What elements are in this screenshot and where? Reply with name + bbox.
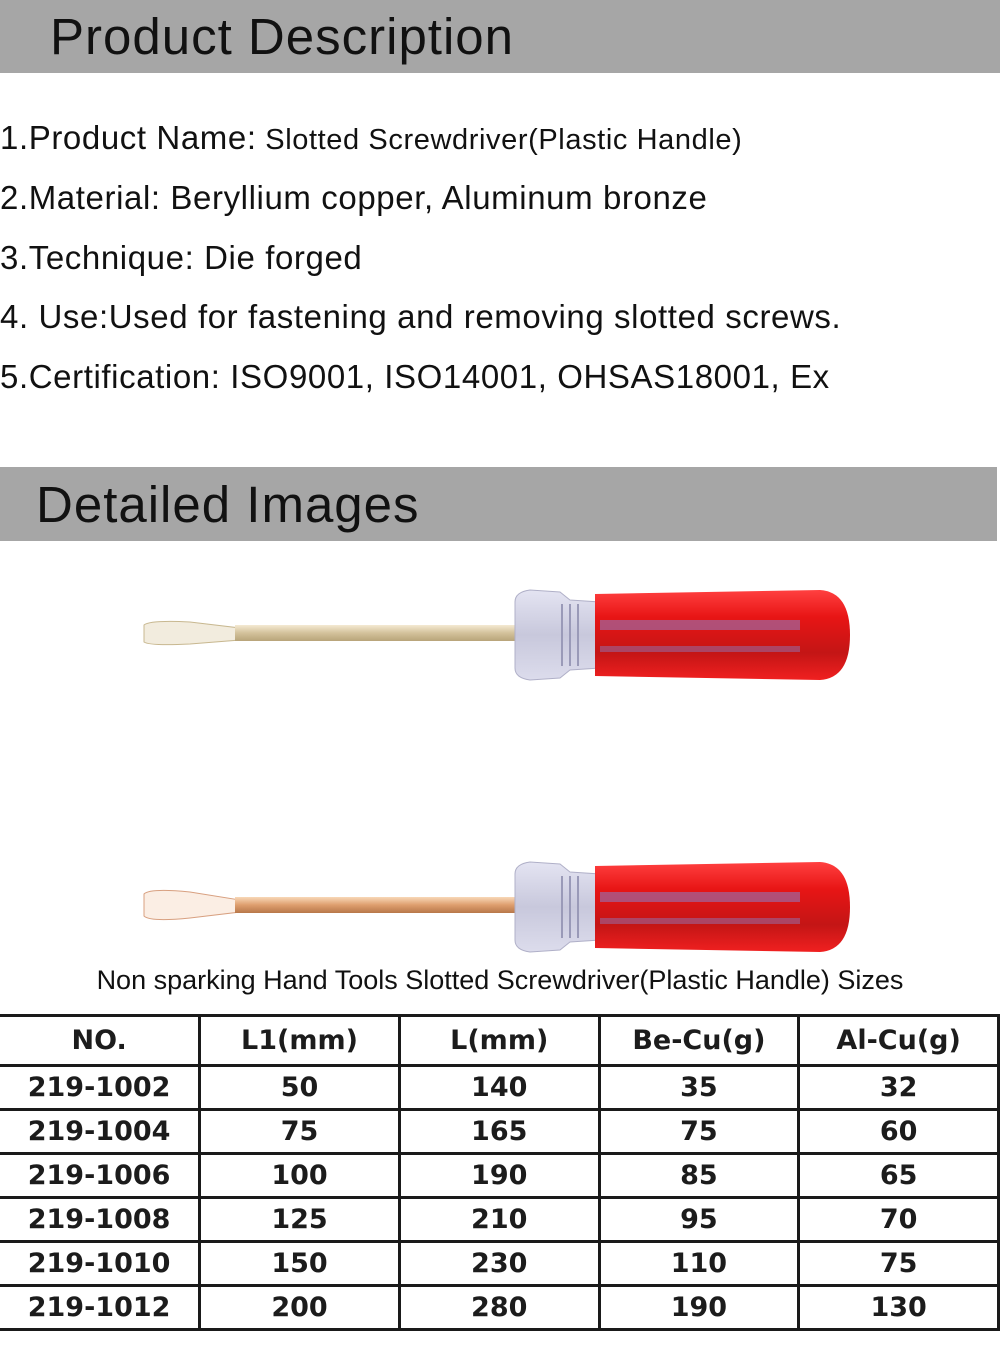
table-row (0, 1198, 999, 1242)
table-row (0, 1242, 999, 1286)
cell-no: 219-1002 (0, 1066, 200, 1110)
header-al-cu: Al-Cu(g) (799, 1016, 999, 1066)
detailed-images-header (0, 467, 997, 541)
cell-l1: 150 (200, 1242, 400, 1286)
spec-material: 2.Material: Beryllium copper, Aluminum bronze (0, 179, 708, 216)
cell-l1: 100 (200, 1154, 400, 1198)
cell-al-cu: 70 (799, 1198, 999, 1242)
screwdriver-beryllium-copper-icon (130, 580, 860, 690)
detailed-images-title: Detailed Images (36, 475, 420, 533)
cell-l: 210 (399, 1198, 599, 1242)
cell-no: 219-1006 (0, 1154, 200, 1198)
cell-be-cu: 190 (599, 1286, 799, 1330)
cell-no: 219-1008 (0, 1198, 200, 1242)
table-row (0, 1286, 999, 1330)
cell-be-cu: 95 (599, 1198, 799, 1242)
table-row (0, 1154, 999, 1198)
cell-l1: 200 (200, 1286, 400, 1330)
table-row (0, 1110, 999, 1154)
cell-be-cu: 110 (599, 1242, 799, 1286)
product-description-title: Product Description (50, 8, 515, 65)
spec-product-name-label: 1.Product Name: (0, 119, 257, 156)
cell-l1: 50 (200, 1066, 400, 1110)
cell-al-cu: 130 (799, 1286, 999, 1330)
cell-al-cu: 60 (799, 1110, 999, 1154)
spec-certification: 5.Certification: ISO9001, ISO14001, OHSAS18001, Ex (0, 358, 830, 395)
header-no: NO. (0, 1016, 200, 1066)
cell-be-cu: 75 (599, 1110, 799, 1154)
table-caption: Non sparking Hand Tools Slotted Screwdriver(Plastic Handle) Sizes (96, 965, 904, 995)
cell-l1: 75 (200, 1110, 400, 1154)
cell-l: 280 (399, 1286, 599, 1330)
product-description-header (0, 0, 1000, 73)
spec-product-name (0, 119, 742, 157)
cell-al-cu: 75 (799, 1242, 999, 1286)
screwdriver-aluminum-bronze-icon (130, 852, 860, 962)
table-header-row (0, 1016, 999, 1066)
cell-be-cu: 35 (599, 1066, 799, 1110)
cell-al-cu: 65 (799, 1154, 999, 1198)
cell-al-cu: 32 (799, 1066, 999, 1110)
header-be-cu: Be-Cu(g) (599, 1016, 799, 1066)
spec-product-name-value: Slotted Screwdriver(Plastic Handle) (256, 124, 743, 156)
spec-use: 4. Use:Used for fastening and removing slotted screws. (0, 298, 842, 335)
cell-l: 165 (399, 1110, 599, 1154)
spec-technique: 3.Technique: Die forged (0, 239, 363, 276)
cell-be-cu: 85 (599, 1154, 799, 1198)
cell-no: 219-1004 (0, 1110, 200, 1154)
header-l1: L1(mm) (200, 1016, 400, 1066)
cell-no: 219-1010 (0, 1242, 200, 1286)
cell-l: 190 (399, 1154, 599, 1198)
table-row (0, 1066, 999, 1110)
sizes-table (0, 1014, 1000, 1331)
cell-l1: 125 (200, 1198, 400, 1242)
cell-l: 140 (399, 1066, 599, 1110)
cell-no: 219-1012 (0, 1286, 200, 1330)
header-l: L(mm) (399, 1016, 599, 1066)
cell-l: 230 (399, 1242, 599, 1286)
